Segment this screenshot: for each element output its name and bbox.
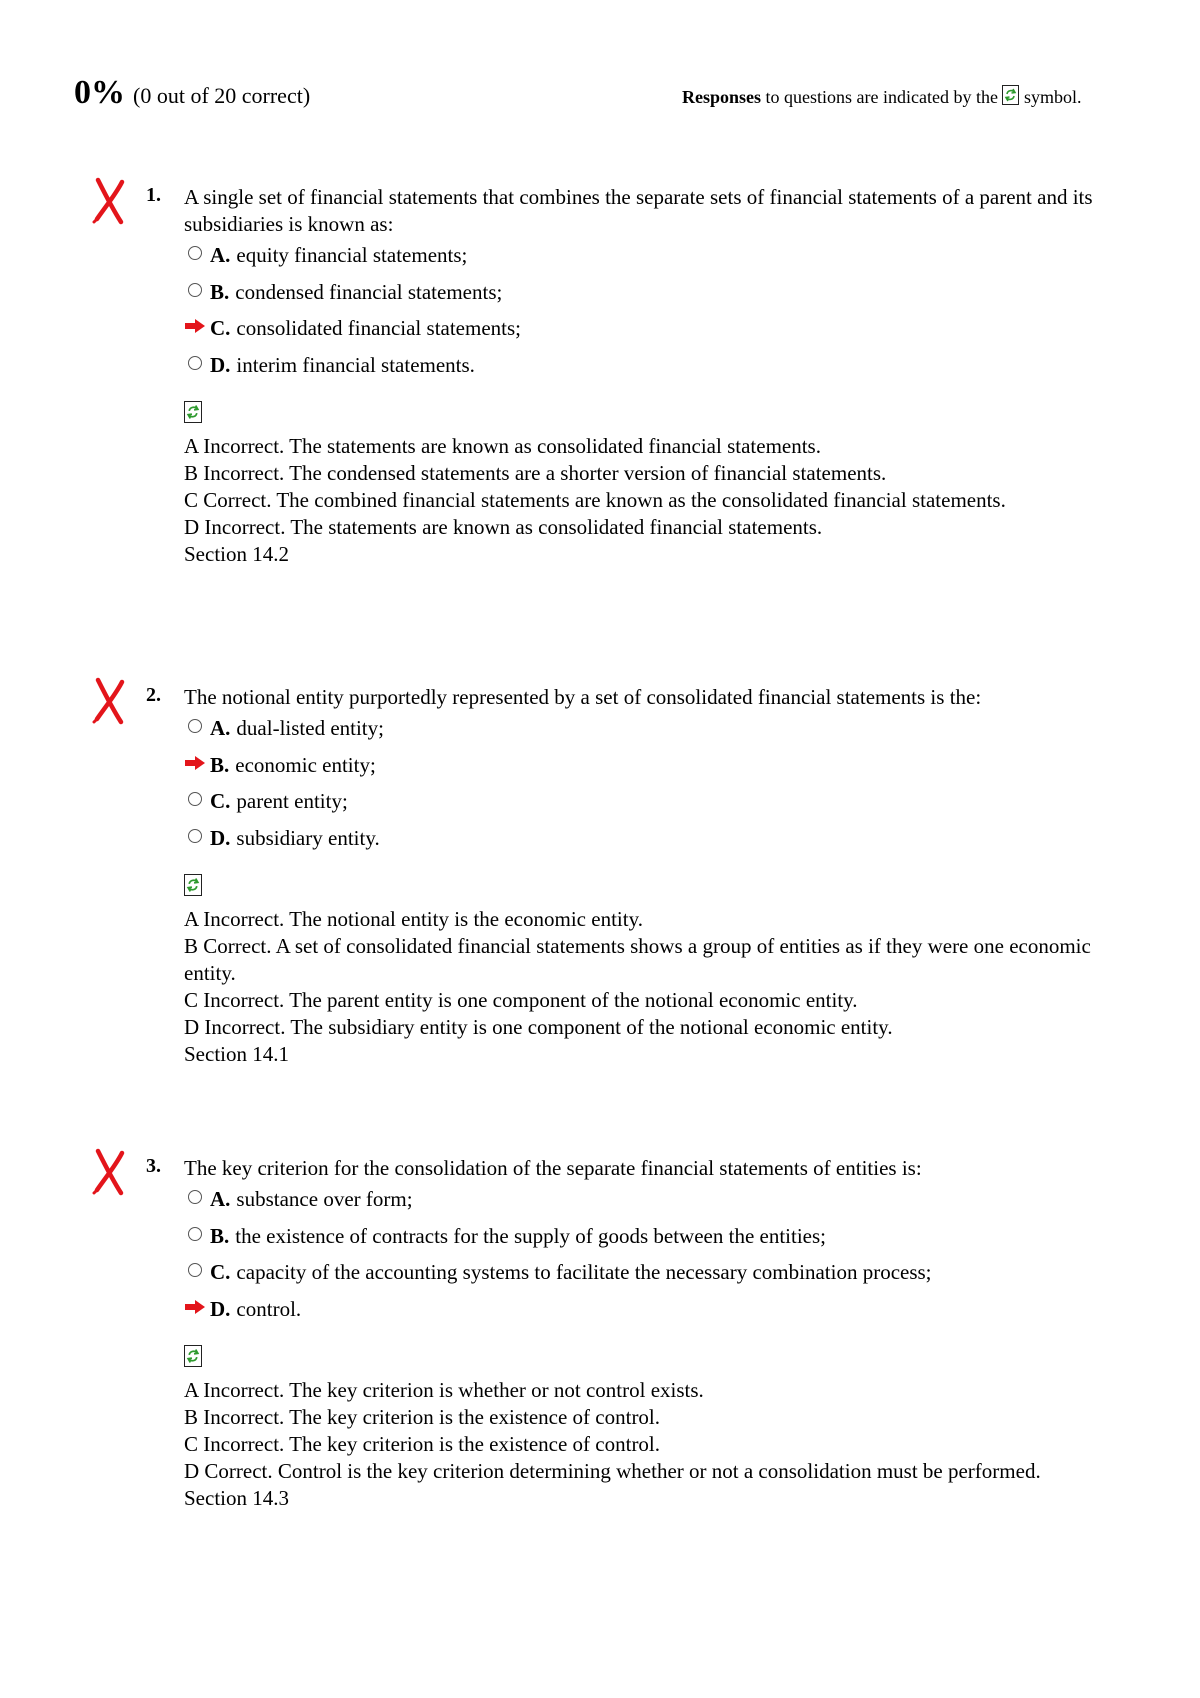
radio-icon[interactable] bbox=[188, 1227, 202, 1241]
legend-bold: Responses bbox=[682, 87, 762, 107]
question-body bbox=[184, 684, 1114, 1068]
question-text: A single set of financial statements that combines the separate sets of financial statements of a parent and its subsidiaries is known as: bbox=[184, 185, 1093, 236]
feedback-line: C Correct. The combined financial statements are known as the consolidated financial statements. bbox=[184, 488, 1006, 512]
choice-letter: D. bbox=[210, 825, 231, 850]
choice-list bbox=[184, 1185, 1114, 1331]
legend-post: symbol. bbox=[1023, 87, 1082, 107]
choice-text: consolidated financial statements; bbox=[236, 316, 521, 340]
choice-text: subsidiary entity. bbox=[236, 825, 380, 850]
choice-b[interactable] bbox=[184, 278, 1114, 315]
radio-icon[interactable] bbox=[188, 246, 202, 260]
choice-letter: D. bbox=[210, 1296, 231, 1321]
radio-icon[interactable] bbox=[188, 283, 202, 297]
feedback-line: D Incorrect. The statements are known as consolidated financial statements. bbox=[184, 515, 823, 539]
choice-letter: A. bbox=[210, 716, 231, 740]
choice-text: interim financial statements. bbox=[236, 352, 475, 377]
feedback-line: A Incorrect. The key criterion is whether or not control exists. bbox=[184, 1378, 704, 1402]
choice-text: dual-listed entity; bbox=[236, 716, 384, 740]
choice-letter: B. bbox=[210, 1223, 230, 1248]
question-body bbox=[184, 1155, 1114, 1512]
incorrect-x-icon bbox=[92, 1147, 128, 1197]
score-detail: (0 out of 20 correct) bbox=[133, 83, 311, 108]
radio-icon[interactable] bbox=[188, 719, 202, 733]
responses-legend bbox=[682, 85, 1081, 108]
feedback-line: D Incorrect. The subsidiary entity is one component of the notional economic entity. bbox=[184, 1015, 893, 1039]
feedback-line: D Correct. Control is the key criterion determining whether or not a consolidation must be performed. bbox=[184, 1459, 1041, 1483]
choice-b[interactable] bbox=[184, 1222, 1114, 1259]
incorrect-x-icon bbox=[92, 676, 128, 726]
choice-letter: B. bbox=[210, 279, 230, 304]
choice-d[interactable] bbox=[184, 351, 1114, 388]
choice-letter: A. bbox=[210, 243, 231, 267]
feedback-block bbox=[184, 401, 1114, 568]
radio-icon[interactable] bbox=[188, 1190, 202, 1204]
question-body bbox=[184, 184, 1114, 568]
choice-list bbox=[184, 241, 1114, 387]
response-icon bbox=[1002, 85, 1019, 105]
radio-icon[interactable] bbox=[188, 792, 202, 806]
question-number: 1. bbox=[146, 184, 161, 206]
correct-answer-arrow-icon bbox=[184, 1299, 206, 1315]
choice-a[interactable] bbox=[184, 1185, 1114, 1222]
choice-a[interactable] bbox=[184, 714, 1114, 751]
choice-c[interactable] bbox=[184, 787, 1114, 824]
choice-letter: C. bbox=[210, 789, 231, 813]
legend-pre: to questions are indicated by the bbox=[765, 87, 998, 107]
choice-text: parent entity; bbox=[236, 789, 348, 813]
choice-text: condensed financial statements; bbox=[235, 279, 503, 304]
section-reference: Section 14.3 bbox=[184, 1486, 289, 1510]
response-icon bbox=[184, 1345, 202, 1367]
choice-text: substance over form; bbox=[236, 1187, 413, 1211]
radio-icon[interactable] bbox=[188, 829, 202, 843]
feedback-line: C Incorrect. The parent entity is one component of the notional economic entity. bbox=[184, 988, 858, 1012]
correct-answer-arrow-icon bbox=[184, 318, 206, 334]
feedback-line: B Incorrect. The key criterion is the existence of control. bbox=[184, 1405, 661, 1429]
response-icon bbox=[184, 401, 202, 423]
choice-letter: C. bbox=[210, 316, 231, 340]
response-icon bbox=[184, 874, 202, 896]
choice-a[interactable] bbox=[184, 241, 1114, 278]
choice-c[interactable] bbox=[184, 314, 1114, 351]
choice-text: capacity of the accounting systems to facilitate the necessary combination process; bbox=[236, 1260, 932, 1284]
question-text: The notional entity purportedly represented by a set of consolidated financial statements is the: bbox=[184, 685, 982, 709]
score-percent: 0% bbox=[74, 74, 125, 111]
radio-icon[interactable] bbox=[188, 356, 202, 370]
correct-answer-arrow-icon bbox=[184, 755, 206, 771]
section-reference: Section 14.2 bbox=[184, 542, 289, 566]
choice-text: the existence of contracts for the supply of goods between the entities; bbox=[235, 1223, 827, 1248]
score-summary bbox=[74, 74, 310, 112]
choice-letter: B. bbox=[210, 752, 230, 777]
choice-d[interactable] bbox=[184, 824, 1114, 861]
choice-letter: D. bbox=[210, 352, 231, 377]
feedback-line: A Incorrect. The notional entity is the economic entity. bbox=[184, 907, 643, 931]
feedback-line: A Incorrect. The statements are known as consolidated financial statements. bbox=[184, 434, 821, 458]
choice-text: economic entity; bbox=[235, 752, 376, 777]
feedback-line: B Correct. A set of consolidated financial statements shows a group of entities as if they were one economic entity. bbox=[184, 934, 1091, 985]
question-text: The key criterion for the consolidation of the separate financial statements of entities is: bbox=[184, 1156, 922, 1180]
radio-icon[interactable] bbox=[188, 1263, 202, 1277]
feedback-block bbox=[184, 874, 1114, 1068]
feedback-line: B Incorrect. The condensed statements are a shorter version of financial statements. bbox=[184, 461, 887, 485]
question-number: 3. bbox=[146, 1155, 161, 1177]
choice-text: control. bbox=[236, 1296, 302, 1321]
incorrect-x-icon bbox=[92, 176, 128, 226]
choice-letter: C. bbox=[210, 1260, 231, 1284]
choice-d[interactable] bbox=[184, 1295, 1114, 1332]
feedback-line: C Incorrect. The key criterion is the existence of control. bbox=[184, 1432, 661, 1456]
question-number: 2. bbox=[146, 684, 161, 706]
section-reference: Section 14.1 bbox=[184, 1042, 289, 1066]
feedback-block bbox=[184, 1345, 1114, 1512]
choice-b[interactable] bbox=[184, 751, 1114, 788]
choice-list bbox=[184, 714, 1114, 860]
choice-c[interactable] bbox=[184, 1258, 1114, 1295]
choice-letter: A. bbox=[210, 1187, 231, 1211]
choice-text: equity financial statements; bbox=[236, 243, 468, 267]
